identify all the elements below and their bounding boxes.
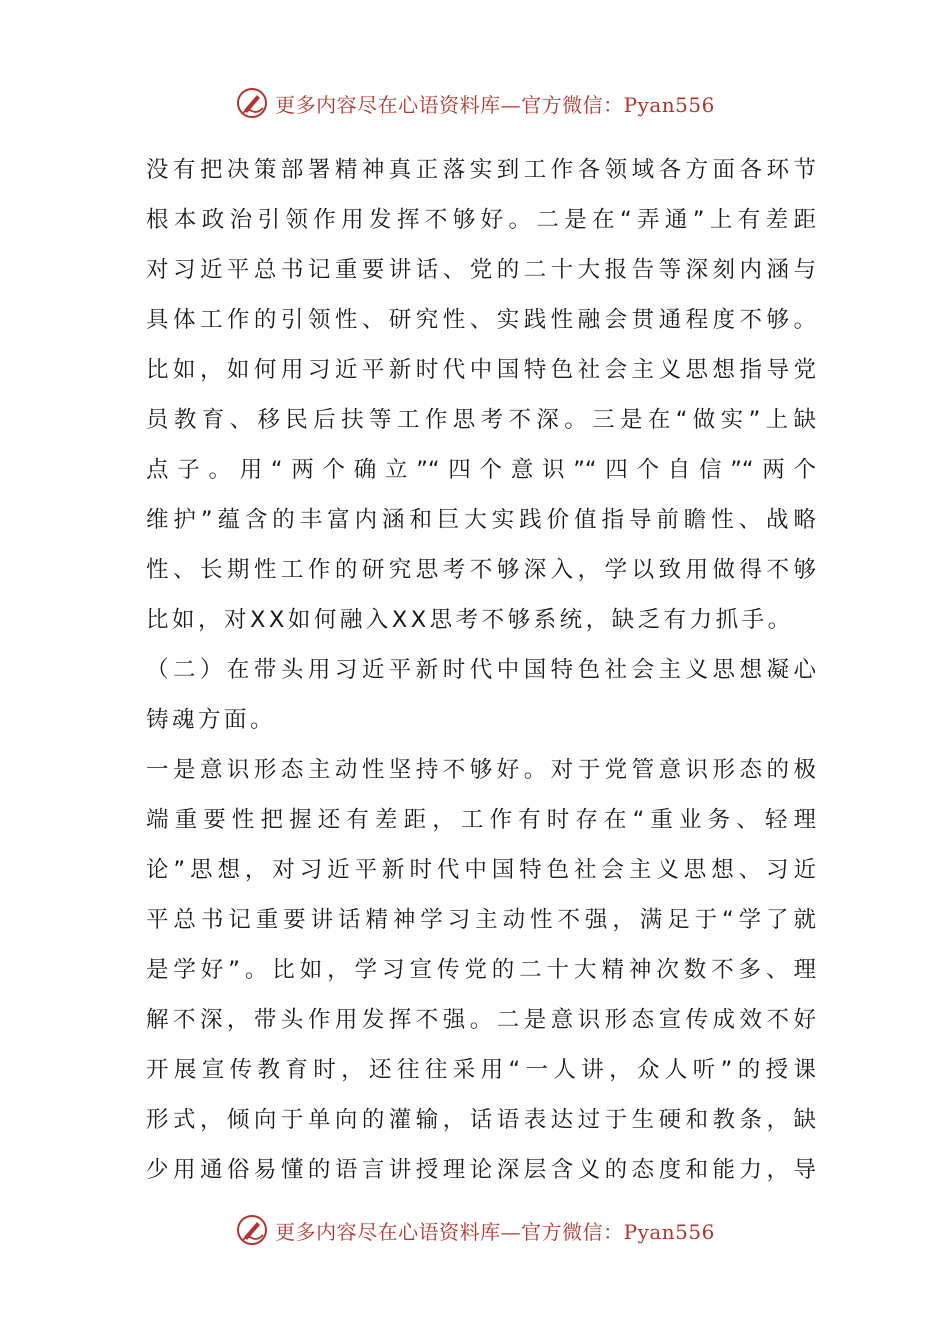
body-text-line: 点子。用“两个确立”“四个意识”“四个自信”“两个: [146, 457, 816, 483]
body-text-line: （二）在带头用习近平新时代中国特色社会主义思想凝心: [146, 657, 816, 683]
body-text-line: 性、长期性工作的研究思考不够深入，学以致用做得不够: [146, 557, 816, 583]
body-text-line: 平总书记重要讲话精神学习主动性不强，满足于“学了就: [146, 907, 816, 933]
body-text-line: 形式，倾向于单向的灌输，话语表达过于生硬和教条，缺: [146, 1107, 816, 1133]
body-text-line: 端重要性把握还有差距，工作有时存在“重业务、轻理: [146, 807, 816, 833]
document-body: [146, 145, 816, 1195]
body-text-line: 员教育、移民后扶等工作思考不深。三是在“做实”上缺: [146, 407, 816, 433]
body-text-line: 根本政治引领作用发挥不够好。二是在“弄通”上有差距: [146, 207, 816, 233]
header-banner-text: 更多内容尽在心语资料库—官方微信：Pyan556: [275, 92, 715, 117]
body-text-line: 是学好”。比如，学习宣传党的二十大精神次数不多、理: [146, 957, 816, 983]
pen-signature-icon: [235, 1213, 269, 1247]
pen-signature-icon: [235, 86, 269, 120]
body-text-line: 一是意识形态主动性坚持不够好。对于党管意识形态的极: [146, 757, 816, 783]
body-text-line: 铸魂方面。: [146, 707, 277, 733]
footer-watermark-banner: [0, 1210, 950, 1250]
body-text-line: 维护”蕴含的丰富内涵和巨大实践价值指导前瞻性、战略: [146, 507, 816, 533]
body-text-line: 具体工作的引领性、研究性、实践性融会贯通程度不够。: [146, 307, 816, 333]
body-text-line: 解不深，带头作用发挥不强。二是意识形态宣传成效不好: [146, 1007, 816, 1033]
body-text-line: 开展宣传教育时，还往往采用“一人讲，众人听”的授课: [146, 1057, 816, 1083]
header-watermark-banner: [0, 83, 950, 123]
body-text-line: 没有把决策部署精神真正落实到工作各领域各方面各环节: [146, 157, 816, 183]
footer-banner-text: 更多内容尽在心语资料库—官方微信：Pyan556: [275, 1219, 715, 1244]
body-text-line: 论”思想，对习近平新时代中国特色社会主义思想、习近: [146, 857, 816, 883]
body-text-line: 对习近平总书记重要讲话、党的二十大报告等深刻内涵与: [146, 257, 816, 283]
body-text-line: 比如，对XX如何融入XX思考不够系统，缺乏有力抓手。: [146, 607, 794, 633]
body-text-line: 少用通俗易懂的语言讲授理论深层含义的态度和能力，导: [146, 1157, 816, 1183]
body-text-line: 比如，如何用习近平新时代中国特色社会主义思想指导党: [146, 357, 816, 383]
